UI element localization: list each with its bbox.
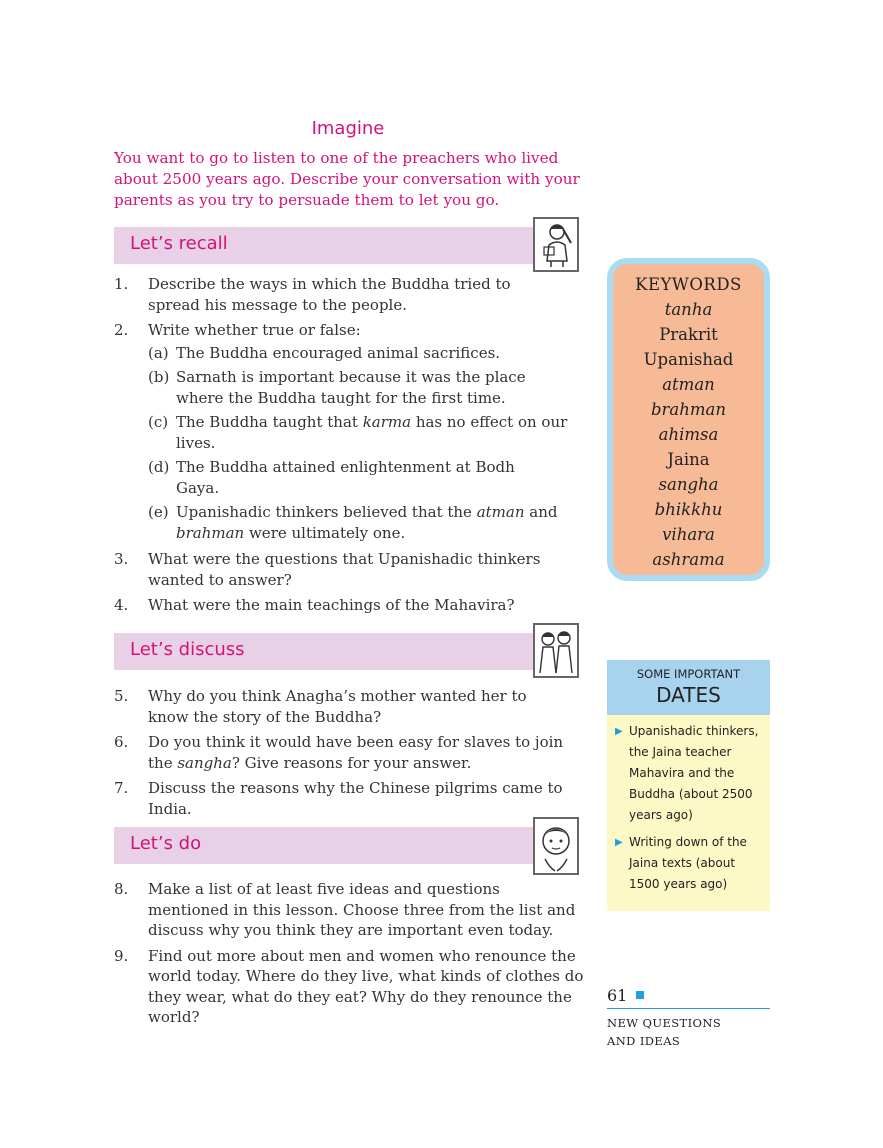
dates-subtitle: SOME IMPORTANT	[636, 667, 741, 681]
item-d: (d) The Buddha attained enlightenment at Bodh Gaya.	[148, 458, 515, 497]
keyword-item: brahman	[650, 400, 727, 419]
true-false-items	[148, 343, 584, 544]
question-8: 8. Make a list of at least five ideas and questions mentioned in this lesson. Choose three from the list and discuss why you think they are important even today.	[114, 880, 576, 939]
discuss-questions	[114, 686, 584, 824]
question-3: 3. What were the questions that Upanishadic thinkers wanted to answer?	[114, 550, 541, 589]
question-7: 7. Discuss the reasons why the Chinese pilgrims came to India.	[114, 779, 563, 818]
keyword-item: sangha	[658, 475, 719, 494]
item-a: (a) The Buddha encouraged animal sacrifices.	[148, 343, 501, 362]
item-b: (b) Sarnath is important because it was the place where the Buddha taught for the first time.	[148, 368, 526, 407]
page-number: 61	[607, 986, 628, 1005]
page-marker-square-icon	[636, 991, 644, 999]
question-1: 1. Describe the ways in which the Buddha tried to spread his message to the people.	[114, 275, 511, 314]
chapter-title: NEW QUESTIONS AND IDEAS	[607, 1016, 722, 1048]
question-5: 5. Why do you think Anagha’s mother wanted her to know the story of the Buddha?	[114, 687, 527, 726]
two-people-illustration-icon	[533, 623, 579, 678]
keyword-item: Upanishad	[643, 350, 734, 369]
imagine-title: Imagine	[311, 118, 385, 139]
dates-header	[607, 660, 770, 715]
discuss-title: Let’s discuss	[130, 639, 245, 660]
recall-title: Let’s recall	[130, 233, 228, 254]
keywords-box	[607, 258, 770, 581]
dates-body	[607, 715, 770, 911]
question-6: 6. Do you think it would have been easy for slaves to join the sangha? Give reasons for your answer.	[114, 733, 564, 772]
dates-title: DATES	[656, 683, 721, 707]
keyword-item: vihara	[662, 525, 715, 544]
keyword-item: Jaina	[667, 450, 710, 469]
keyword-item: atman	[662, 375, 715, 394]
do-header	[114, 827, 534, 864]
keyword-item: ashrama	[652, 550, 725, 569]
discuss-header	[114, 633, 534, 670]
bullet-triangle-icon: ▶	[615, 726, 623, 737]
question-9: 9. Find out more about men and women who renounce the world today. Where do they live, what kinds of clothes do they wear, what do they eat? Why do they renounce the world?	[114, 946, 584, 1026]
do-questions	[114, 879, 584, 1033]
footer-divider	[607, 1008, 770, 1009]
imagine-text: You want to go to listen to one of the preachers who lived about 2500 years ago. Describe your conversation with your parents as you try to persuade them to let you go.	[114, 149, 580, 209]
bullet-triangle-icon: ▶	[615, 837, 623, 848]
girl-reading-illustration-icon	[533, 217, 579, 272]
do-title: Let’s do	[130, 833, 202, 854]
date-item: ▶ Writing down of the Jaina texts (about 1500 years ago)	[615, 832, 764, 895]
question-4: 4. What were the main teachings of the Mahavira?	[114, 596, 515, 614]
keyword-item: ahimsa	[658, 425, 719, 444]
question-2: 2. Write whether true or false:	[114, 321, 361, 339]
keyword-item: Prakrit	[659, 325, 718, 344]
thinking-boy-illustration-icon	[533, 817, 579, 875]
date-item: ▶ Upanishadic thinkers, the Jaina teacher Mahavira and the Buddha (about 2500 years ago)	[615, 721, 764, 826]
recall-header	[114, 227, 534, 264]
item-e: (e) Upanishadic thinkers believed that the atman and brahman were ultimately one.	[148, 503, 558, 542]
keywords-title: KEYWORDS	[635, 275, 742, 294]
keyword-item: bhikkhu	[654, 500, 723, 519]
recall-questions	[114, 274, 584, 621]
keyword-item: tanha	[664, 300, 713, 319]
item-c: (c) The Buddha taught that karma has no effect on our lives.	[148, 413, 568, 452]
